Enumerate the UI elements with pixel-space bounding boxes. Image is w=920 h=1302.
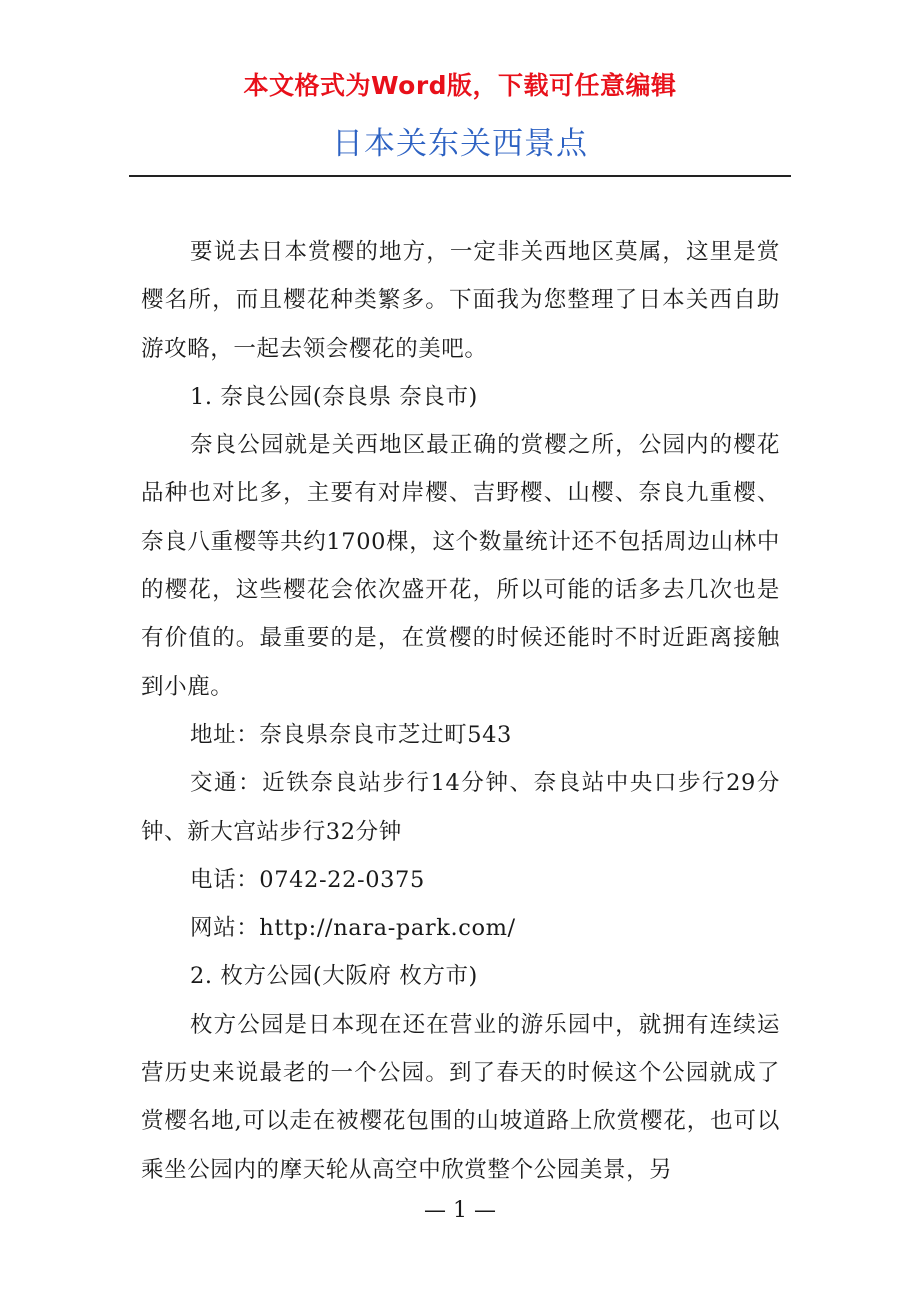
section-heading-nara-park: 1. 奈良公园(奈良県 奈良市) — [190, 383, 478, 410]
document-title: 日本关东关西景点 — [332, 126, 588, 162]
document-body — [141, 228, 780, 1194]
nara-park-phone: 电话：0742-22-0375 — [190, 866, 425, 893]
nara-park-website: 网站：http://nara-park.com/ — [190, 915, 516, 942]
nara-park-transport: 交通：近铁奈良站步行14分钟、奈良站中央口步行29分钟、新大宫站步行32分钟 — [141, 770, 780, 845]
title-divider — [129, 175, 791, 177]
section-heading-hirakata-park: 2. 枚方公园(大阪府 枚方市) — [190, 963, 478, 990]
nara-park-description: 奈良公园就是关西地区最正确的赏樱之所，公园内的樱花品种也对比多，主要有对岸樱、吉野樱、山樱、奈良九重樱、奈良八重樱等共约1700棵，这个数量统计还不包括周边山林中的樱花，这些樱花会依次盛开花，所以可能的话多去几次也是有价值的。最重要的是，在赏樱的时候还能时不时近距离接触到小鹿。 — [141, 432, 780, 700]
nara-park-address: 地址：奈良県奈良市芝辻町543 — [190, 721, 512, 748]
page-number: — 1 — — [424, 1198, 496, 1223]
intro-paragraph: 要说去日本赏樱的地方，一定非关西地区莫属，这里是赏樱名所，而且樱花种类繁多。下面我为您整理了日本关西自助游攻略，一起去领会樱花的美吧。 — [141, 239, 780, 362]
hirakata-park-description: 枚方公园是日本现在还在营业的游乐园中，就拥有连续运营历史来说最老的一个公园。到了春天的时候这个公园就成了赏樱名地,可以走在被樱花包围的山坡道路上欣赏樱花，也可以乘坐公园内的摩天轮从高空中欣赏整个公园美景，另 — [141, 1011, 780, 1183]
download-banner: 本文格式为Word版，下载可任意编辑 — [243, 71, 677, 100]
